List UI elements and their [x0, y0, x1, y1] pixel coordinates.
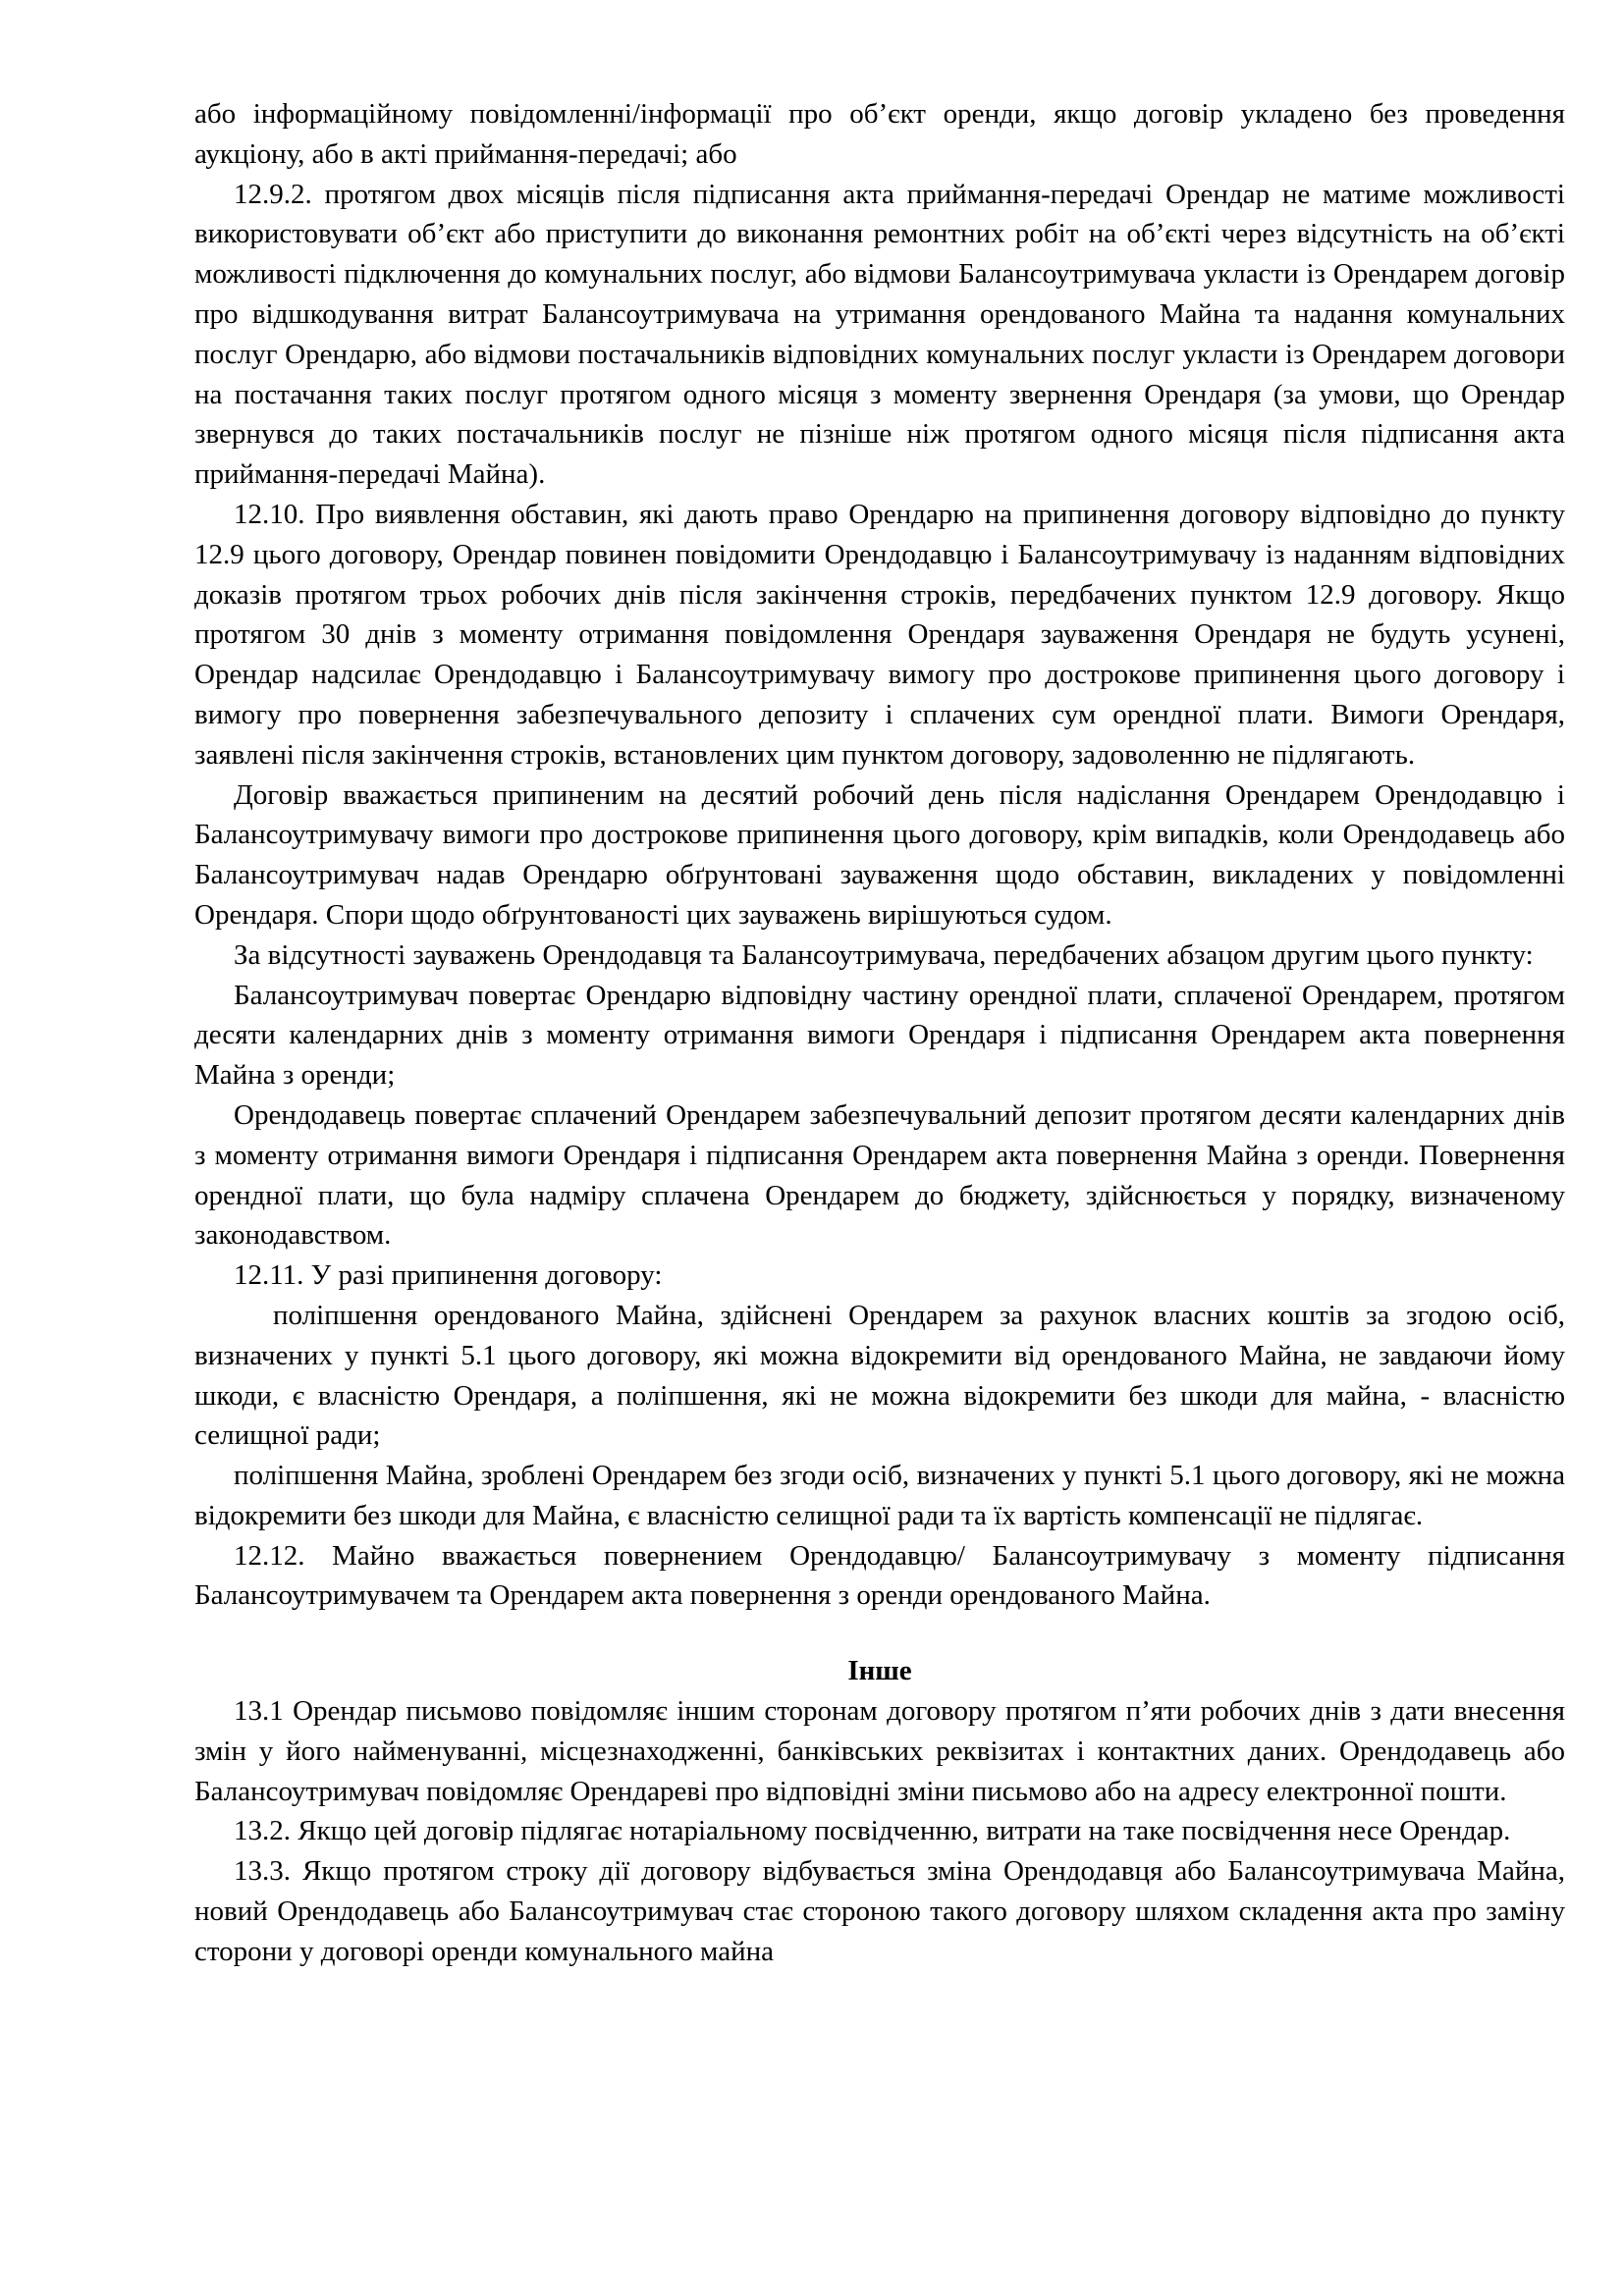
paragraph-landlord-returns: Орендодавець повертає сплачений Орендарем забезпечувальний депозит протягом десяти календарних днів з моменту отримання вимоги Орендаря і підписання Орендарем акта повернення Майна з оренди. Повернення орендної плати, що була надміру сплачена Орендарем до бюджету, здійснюється у порядку, визначеному законодавством.: [194, 1098, 1565, 1252]
paragraph-improvements-with-consent: поліпшення орендованого Майна, здійснені Орендарем за рахунок власних коштів за згодою осіб, визначених у пункті 5.1 цього договору, які можна відокремити від орендованого Майна, не завдаючи йому шкоди, є власністю Орендаря, а поліпшення, які не можна відокремити без шкоди для майна, - власністю селищної ради;: [194, 1299, 1565, 1452]
paragraph-12-11: 12.11. У разі припинення договору:: [234, 1259, 663, 1292]
paragraph-13-1: 13.1 Орендар письмово повідомляє іншим сторонам договору протягом п’яти робочих днів з дати внесення змін у його найменуванні, місцезнаходженні, банківських реквізитах і контактних даних. Орендодавець або Балансоутримувач повідомляє Орендареві про відповідні зміни письмово або на адресу електронної пошти.: [194, 1695, 1565, 1807]
section-heading: Інше: [847, 1655, 912, 1687]
paragraph-12-10: 12.10. Про виявлення обставин, які дають право Орендарю на припинення договору відповідно до пункту 12.9 цього договору, Орендар повинен повідомити Орендодавцю і Балансоутримувачу із наданням відповідних доказів протягом трьох робочих днів після закінчення строків, передбачених пунктом 12.9 договору. Якщо протягом 30 днів з моменту отримання повідомлення Орендаря зауваження Орендаря не будуть усунені, Орендар надсилає Орендодавцю і Балансоутримувачу вимогу про дострокове припинення цього договору і вимогу про повернення забезпечувального депозиту і сплачених сум орендної плати. Вимоги Орендаря, заявлені після закінчення строків, встановлених цим пунктом договору, задоволенню не підлягають.: [194, 498, 1565, 771]
paragraph-contract-terminated: Договір вважається припиненим на десятий робочий день після надіслання Орендарем Орендодавцю і Балансоутримувачу вимоги про дострокове припинення цього договору, крім випадків, коли Орендодавець або Балансоутримувач надав Орендарю обґрунтовані зауваження щодо обставин, викладених у повідомленні Орендаря. Спори щодо обґрунтованості цих зауважень вирішуються судом.: [194, 778, 1565, 931]
paragraph-12-12: 12.12. Майно вважається повернением Орендодавцю/ Балансоутримувачу з моменту підписання Балансоутримувачем та Орендарем акта повернення з оренди орендованого Майна.: [194, 1539, 1565, 1612]
paragraph-12-9-2: 12.9.2. протягом двох місяців після підписання акта приймання-передачі Орендар не матиме можливості використовувати об’єкт або приступити до виконання ремонтних робіт на об’єкті через відсутність на об’єкті можливості підключення до комунальних послуг, або відмови Балансоутримувача укласти із Орендарем договір про відшкодування витрат Балансоутримувача на утримання орендованого Майна та надання комунальних послуг Орендарю, або відмови постачальників відповідних комунальних послуг укласти із Орендарем договори на постачання таких послуг протягом одного місяця з моменту звернення Орендаря (за умови, що Орендар звернувся до таких постачальників послуг не пізніше ніж протягом одного місяця після підписання акта приймання-передачі Майна).: [194, 178, 1565, 491]
document-page: [194, 94, 1565, 1972]
paragraph-balance-holder-returns: Балансоутримувач повертає Орендарю відповідну частину орендної плати, сплаченої Орендарем, протягом десяти календарних днів з моменту отримання вимоги Орендаря і підписання Орендарем акта повернення Майна з оренди;: [194, 979, 1565, 1092]
paragraph-continuation: або інформаційному повідомленні/інформації про об’єкт оренди, якщо договір укладено без проведення аукціону, або в акті приймання-передачі; або: [194, 98, 1565, 170]
paragraph-no-objections: За відсутності зауважень Орендодавця та Балансоутримувача, передбачених абзацом другим цього пункту:: [234, 938, 1534, 971]
paragraph-13-3: 13.3. Якщо протягом строку дії договору відбувається зміна Орендодавця або Балансоутримувача Майна, новий Орендодавець або Балансоутримувач стає стороною такого договору шляхом складення акта про заміну сторони у договорі оренди комунального майна: [194, 1855, 1565, 1967]
paragraph-improvements-without-consent: поліпшення Майна, зроблені Орендарем без згоди осіб, визначених у пункті 5.1 цього договору, які не можна відокремити без шкоди для Майна, є власністю селищної ради та їх вартість компенсації не підлягає.: [194, 1460, 1565, 1531]
paragraph-13-2: 13.2. Якщо цей договір підлягає нотаріальному посвідченню, витрати на таке посвідчення несе Орендар.: [234, 1815, 1511, 1847]
